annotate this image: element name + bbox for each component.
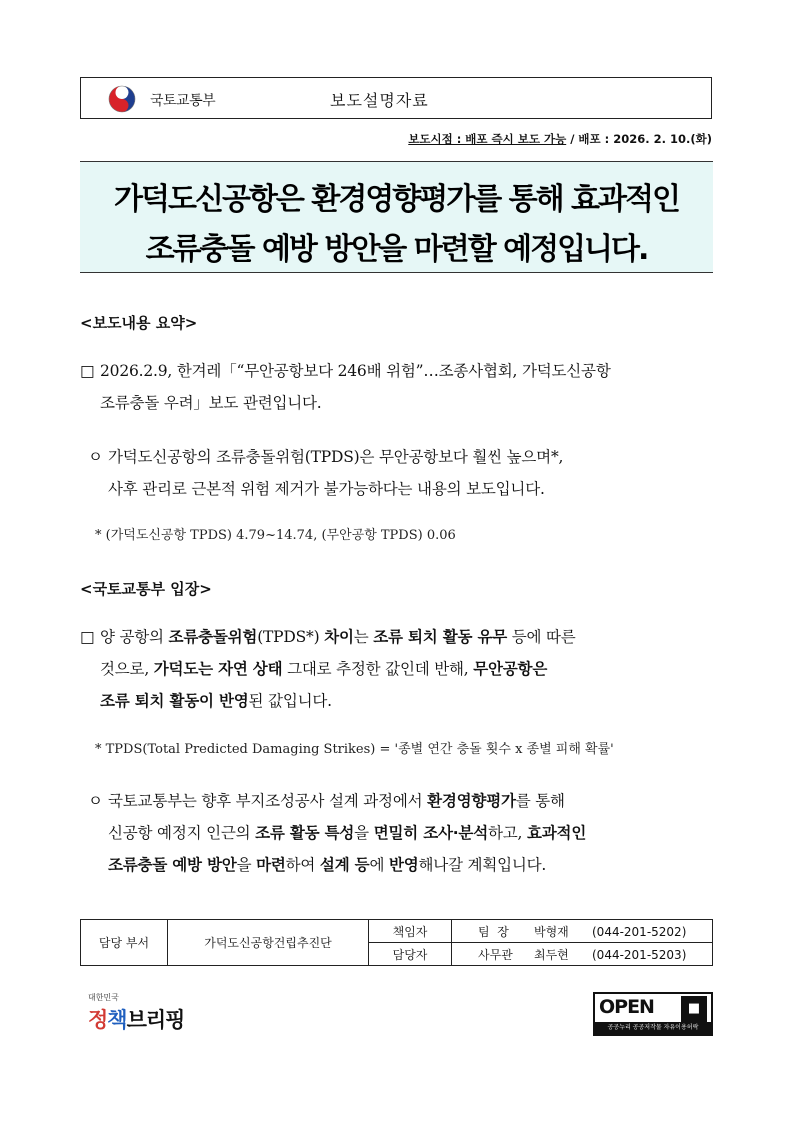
- bold-text: 조류충돌 예방 방안: [108, 856, 237, 874]
- table-row: [81, 920, 713, 943]
- contact-phone: (044-201-5203): [592, 947, 687, 962]
- open-wordmark: OPEN: [599, 996, 654, 1018]
- bullet-mark: ㅇ: [88, 448, 103, 466]
- release-separator: /: [566, 132, 579, 146]
- contact-title: 팀 장: [478, 924, 509, 939]
- dept-name-cell: 가덕도신공항건립추진단: [168, 920, 369, 966]
- contact-name: 최두현: [534, 947, 569, 962]
- text: 된 값입니다.: [248, 692, 332, 710]
- text: 를 통해: [515, 792, 565, 810]
- release-timing: 보도시점 : 배포 즉시 보도 가능: [408, 132, 567, 146]
- contact-title: 사무관: [478, 947, 513, 962]
- policy-briefing-logo: [88, 992, 184, 1034]
- contact-cell: [452, 920, 713, 943]
- dept-label-cell: 담당 부서: [81, 920, 168, 966]
- position-item-1: [80, 621, 720, 717]
- contact-cell: [452, 943, 713, 966]
- text: 양 공항의: [100, 628, 169, 646]
- government-taegeuk-logo: [108, 85, 136, 113]
- policy-briefing-wordmark: [88, 1004, 184, 1034]
- ministry-name: 국토교통부: [150, 93, 216, 109]
- text: 을: [236, 856, 257, 874]
- checkbox-mark: □: [80, 362, 95, 380]
- wordmark-part: 책: [107, 1008, 127, 1032]
- bold-text: 가덕도는 자연 상태: [153, 660, 283, 678]
- text: 하여: [285, 856, 320, 874]
- text: 그대로 추정한 값인데 반해,: [282, 660, 474, 678]
- open-license-caption: 공공누리 공공저작물 자유이용허락: [595, 1022, 711, 1034]
- text: 을: [354, 824, 374, 842]
- text: 신공항 예정지 인근의: [108, 824, 256, 842]
- contact-name: 박형재: [534, 924, 569, 939]
- bold-text: 조류충돌위험: [168, 628, 258, 646]
- position-heading: <국토교통부 입장>: [80, 580, 212, 598]
- role-cell: 책임자: [369, 920, 452, 943]
- text: 하고,: [487, 824, 527, 842]
- bold-text: 마련: [256, 856, 286, 874]
- summary-item-1-line-2: 조류충돌 우려」보도 관련입니다.: [100, 394, 322, 412]
- summary-item-2-line-1: 가덕도신공항의 조류충돌위험(TPDS)은 무안공항보다 훨씬 높으며*,: [108, 448, 564, 466]
- summary-footnote: * (가덕도신공항 TPDS) 4.79~14.74, (무안공항 TPDS) 0.06: [95, 528, 456, 543]
- summary-heading: <보도내용 요약>: [80, 314, 198, 332]
- text: 에: [369, 856, 389, 874]
- position-footnote: * TPDS(Total Predicted Damaging Strikes) = '종별 연간 충돌 횟수 x 종별 피해 확률': [95, 742, 614, 757]
- bold-text: 반영: [388, 856, 419, 874]
- page-title-line-1: 가덕도신공항은 환경영향평가를 통해 효과적인: [114, 182, 679, 217]
- document-type: 보도설명자료: [330, 91, 429, 110]
- checkbox-mark: □: [80, 628, 95, 646]
- wordmark-part: 브리핑: [126, 1008, 185, 1032]
- bold-text: 조류 활동 특성: [255, 824, 355, 842]
- text: 것으로,: [100, 660, 154, 678]
- role-cell: 담당자: [369, 943, 452, 966]
- bold-text: 면밀히 조사·분석: [373, 824, 488, 842]
- contact-phone: (044-201-5202): [592, 924, 687, 939]
- summary-item-2-line-2: 사후 관리로 근본적 위험 제거가 불가능하다는 내용의 보도입니다.: [108, 480, 545, 498]
- text: 해나갈 계획입니다.: [418, 856, 547, 874]
- bold-text: 무안공항은: [473, 660, 548, 678]
- bold-text: 차이: [324, 628, 354, 646]
- release-date: 배포 : 2026. 2. 10.(화): [578, 132, 712, 146]
- bold-text: 환경영향평가: [427, 792, 516, 810]
- page-title-line-2: 조류충돌 예방 방안을 마련할 예정입니다.: [145, 232, 648, 267]
- wordmark-part: 정: [88, 1008, 108, 1032]
- summary-item-2: [88, 441, 718, 505]
- text: 는: [353, 628, 374, 646]
- summary-item-1-line-1: 2026.2.9, 한겨레「“무안공항보다 246배 위험”…조종사협회, 가덕도신공항: [100, 362, 611, 380]
- release-info: [408, 131, 712, 147]
- kogl-open-license-badge: [593, 992, 713, 1036]
- bold-text: 설계 등: [319, 856, 370, 874]
- text: (TPDS*): [257, 628, 325, 646]
- bold-text: 효과적인: [527, 824, 587, 842]
- text: 국토교통부는 향후 부지조성공사 설계 과정에서: [108, 792, 428, 810]
- contact-table: [80, 919, 713, 966]
- attribution-person-icon: ■: [681, 996, 707, 1022]
- bold-text: 조류 퇴치 활동 유무: [373, 628, 508, 646]
- summary-item-1: [80, 355, 720, 419]
- text: 등에 따른: [507, 628, 576, 646]
- bullet-mark: ㅇ: [88, 792, 103, 810]
- position-item-2: [88, 785, 720, 881]
- bold-text: 조류 퇴치 활동이 반영: [100, 692, 249, 710]
- policy-briefing-small-text: 대한민국: [88, 993, 119, 1002]
